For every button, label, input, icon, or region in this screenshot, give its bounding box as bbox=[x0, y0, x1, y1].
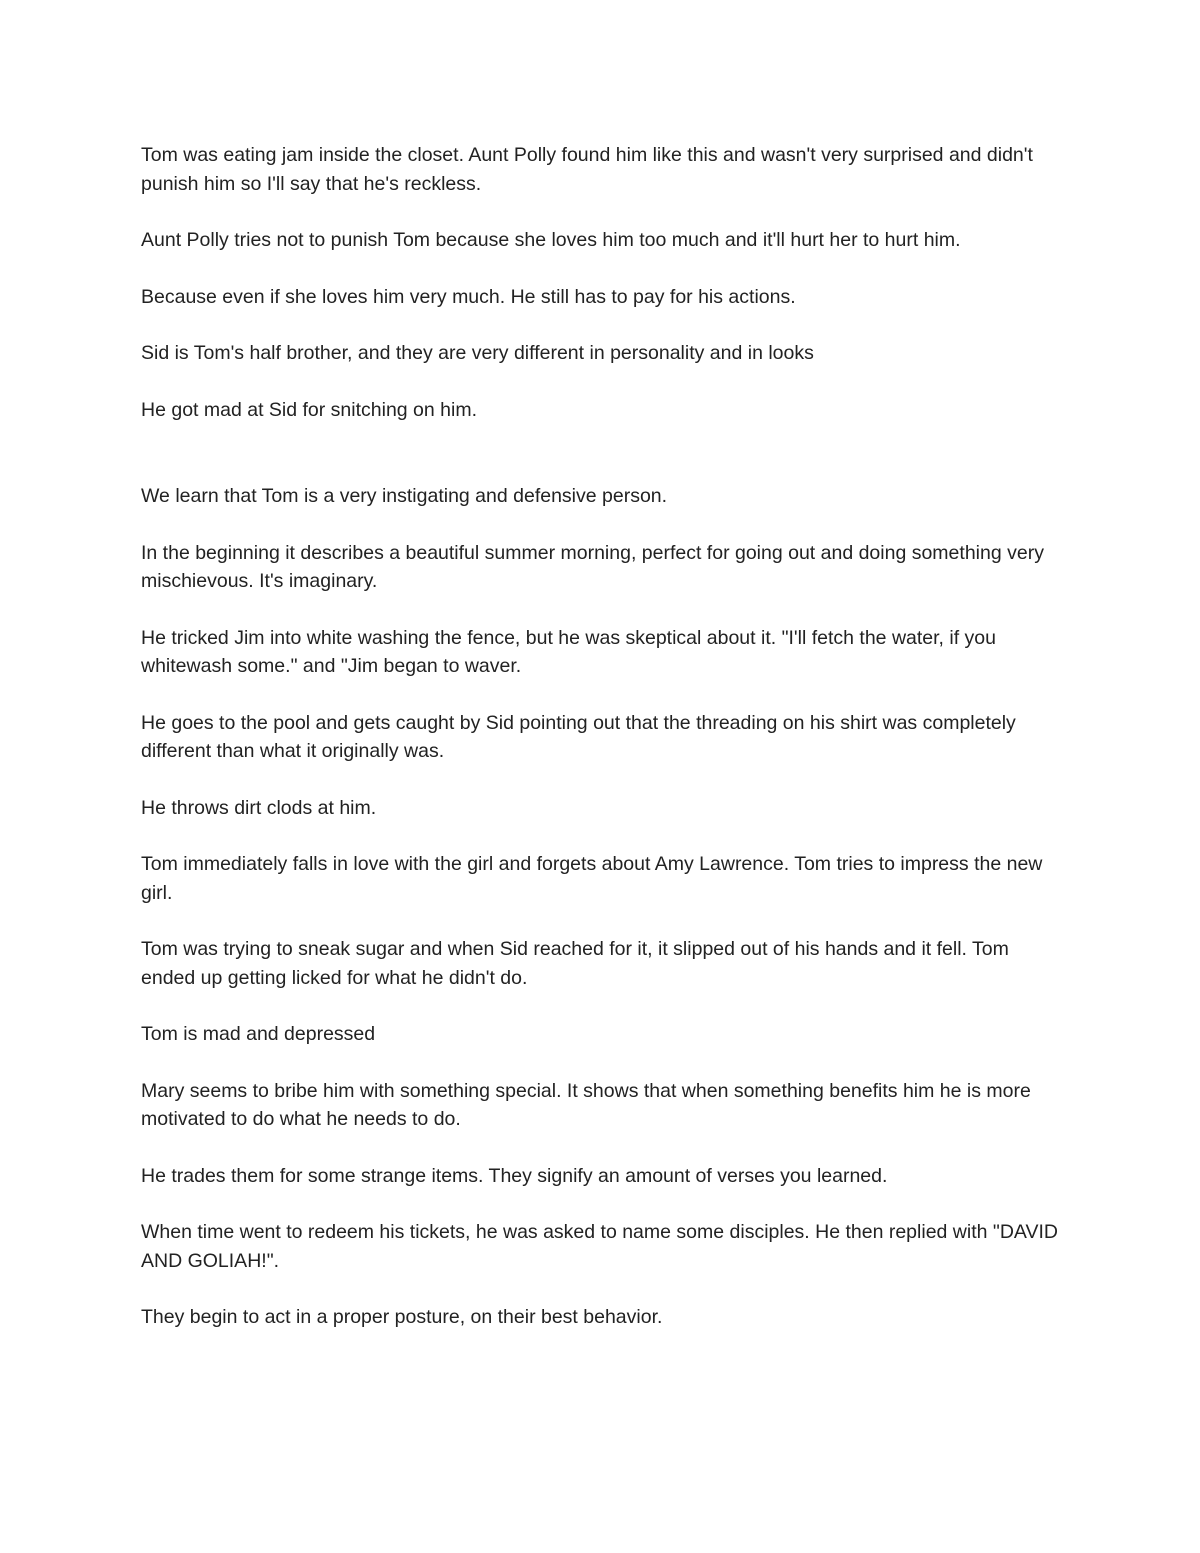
paragraph-3: Because even if she loves him very much. He still has to pay for his actions. bbox=[141, 285, 796, 308]
paragraph-6: We learn that Tom is a very instigating and defensive person. bbox=[141, 485, 668, 507]
paragraph-9: He goes to the pool and gets caught by Sid pointing out that the threading on his shirt was completely different than what it originally was. bbox=[141, 711, 1016, 762]
paragraph-15: He trades them for some strange items. They signify an amount of verses you learned. bbox=[141, 1164, 888, 1187]
paragraph-10: He throws dirt clods at him. bbox=[141, 796, 377, 819]
paragraph-12: Tom was trying to sneak sugar and when Sid reached for it, it slipped out of his hands and it fell. Tom ended up getting licked for what he didn't do. bbox=[141, 938, 1009, 989]
paragraph-4: Sid is Tom's half brother, and they are very different in personality and in looks bbox=[141, 342, 814, 364]
paragraph-13: Tom is mad and depressed bbox=[141, 1023, 376, 1045]
paragraph-1: Tom was eating jam inside the closet. Aunt Polly found him like this and wasn't very surprised and didn't punish him so I'll say that he's reckless. bbox=[141, 144, 1033, 195]
document-body bbox=[141, 141, 1066, 1360]
paragraph-7: In the beginning it describes a beautiful summer morning, perfect for going out and doing something very mischievous. It's imaginary. bbox=[141, 541, 1044, 592]
paragraph-8: He tricked Jim into white washing the fence, but he was skeptical about it. "I'll fetch the water, if you whitewash some." and "Jim began to waver. bbox=[141, 626, 996, 677]
paragraph-16: When time went to redeem his tickets, he was asked to name some disciples. He then replied with "DAVID AND GOLIAH!". bbox=[141, 1221, 1058, 1272]
paragraph-2: Aunt Polly tries not to punish Tom because she loves him too much and it'll hurt her to hurt him. bbox=[141, 229, 961, 251]
paragraph-5: He got mad at Sid for snitching on him. bbox=[141, 398, 478, 421]
paragraph-17: They begin to act in a proper posture, on their best behavior. bbox=[141, 1306, 663, 1328]
paragraph-14: Mary seems to bribe him with something special. It shows that when something benefits him he is more motivated to do what he needs to do. bbox=[141, 1079, 1031, 1130]
paragraph-11: Tom immediately falls in love with the girl and forgets about Amy Lawrence. Tom tries to impress the new girl. bbox=[141, 853, 1043, 904]
